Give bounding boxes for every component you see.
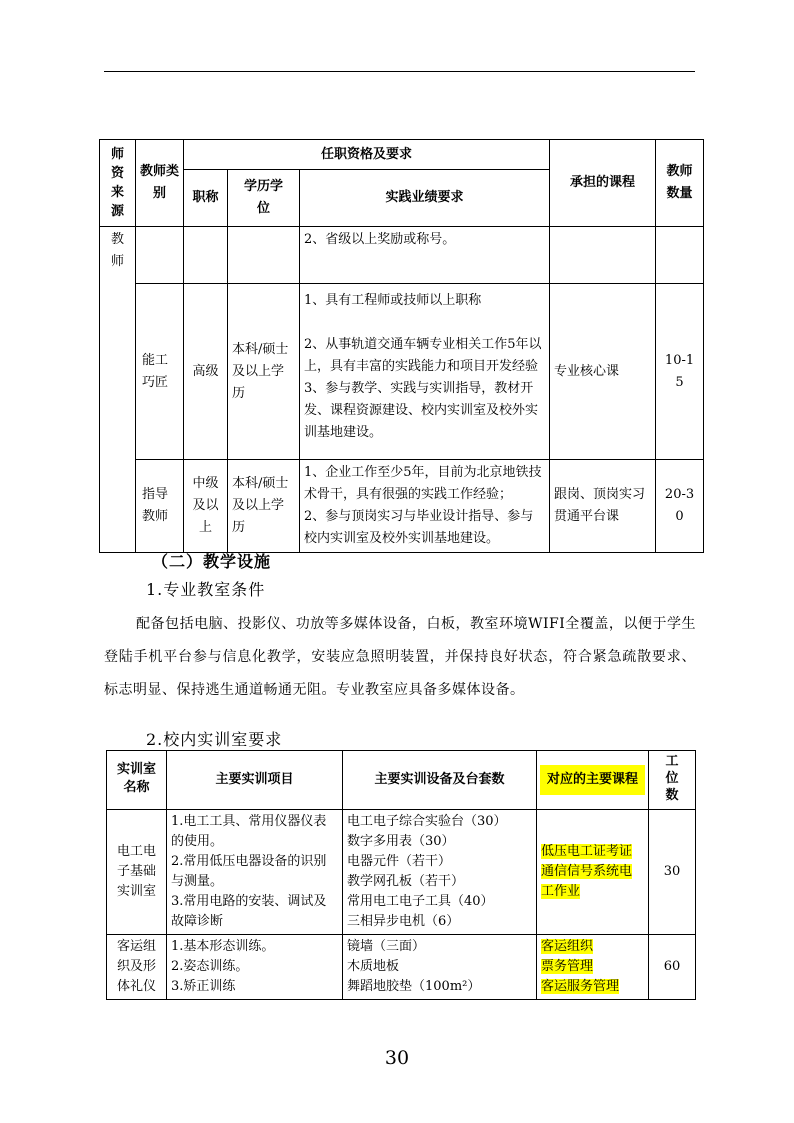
lab2-projects [167,935,343,1000]
row2-count-text: 10-15 [664,352,695,390]
lab-header-name-text: 实训室名称 [116,762,156,795]
header-count-text: 教师数量 [666,164,693,201]
header-source [100,140,136,227]
row2-practice [300,284,550,460]
header-rule [104,71,695,72]
row3-category [136,460,184,553]
lab-header-equipment: 主要实训设备及台套数 [343,751,537,810]
lab1-equipment [343,810,537,935]
lab-header-courses [537,751,649,810]
lab2-equipment-3: 舞蹈地胶垫（100m²） [347,979,481,994]
classroom-paragraph [104,608,696,707]
lab1-equipment-2: 数字多用表（30） [347,834,455,849]
lab1-course-1: 低压电工证考证 [541,844,633,859]
teacher-requirements-table [99,139,704,553]
row2-category-text: 能工巧匠 [142,352,169,390]
lab2-stations: 60 [649,935,696,1000]
row2-courses: 专业核心课 [550,284,656,460]
lab1-projects [167,810,343,935]
lab1-equipment-5: 常用电工电子工具（40） [347,894,494,909]
lab2-name [107,935,167,1000]
row3-category-text: 指导教师 [142,487,169,524]
lab1-course-2: 通信信号系统电工作业 [541,864,633,899]
lab2-equipment-2: 木质地板 [347,959,400,974]
header-courses: 承担的课程 [550,140,656,227]
header-education [228,170,300,227]
header-practice: 实践业绩要求 [300,170,550,227]
row2-practice-line-2: 2、从事轨道交通车辆专业相关工作5年以上，具有丰富的实践能力和项目开发经验 [304,337,542,374]
row1-category [136,227,184,284]
row2-title: 高级 [184,284,228,460]
lab1-project-2: 2.常用低压电器设备的识别与测量。 [171,854,327,889]
row1-education [228,227,300,284]
row1-practice [300,227,550,284]
lab1-project-1: 1.电工工具、常用仪器仪表的使用。 [171,814,327,849]
lab1-name-text: 电工电子基础实训室 [116,844,156,899]
lab2-name-text: 客运组织及形体礼仪 [116,939,156,994]
lab2-equipment [343,935,537,1000]
classroom-paragraph-text: 配备包括电脑、投影仪、功放等多媒体设备，白板，教室环境WIFI全覆盖，以便于学生登陆手机平台参与信息化教学，安装应急照明装置，并保持良好状态，符合紧急疏散要求、标志明显、保持逃生通道畅通无阻。专业教室应具备多媒体设备。 [104,616,696,698]
lab2-course-3: 客运服务管理 [541,979,620,994]
lab2-equipment-1: 镜墙（三面） [347,939,426,954]
lab-header-stations [649,751,696,810]
row2-education: 本科/硕士及以上学历 [228,284,300,460]
lab-header-projects: 主要实训项目 [167,751,343,810]
header-title: 职称 [184,170,228,227]
lab2-course-1: 客运组织 [541,939,594,954]
lab2-project-1: 1.基本形态训练。 [171,939,275,954]
row3-count [656,460,704,553]
row3-title-text: 中级及以上 [192,476,219,535]
row3-practice [300,460,550,553]
lab-header-stations-text: 工位数 [665,754,679,803]
row1-practice-line: 2、省级以上奖励或称号。 [304,232,456,247]
lab2-project-2: 2.姿态训练。 [171,959,249,974]
row2-category [136,284,184,460]
lab1-equipment-4: 教学网孔板（若干） [347,874,465,889]
lab1-equipment-3: 电器元件（若干） [347,854,452,869]
lab1-courses [537,810,649,935]
row2-practice-line-1: 1、具有工程师或技师以上职称 [304,293,482,308]
lab2-courses [537,935,649,1000]
row1-title [184,227,228,284]
lab1-name [107,810,167,935]
lab1-equipment-1: 电工电子综合实验台（30） [347,814,507,829]
row3-practice-line-2: 2、参与顶岗实习与毕业设计指导、参与校内实训室及校外实训基地建设。 [304,509,534,546]
header-qualification-group: 任职资格及要求 [184,140,550,170]
lab1-stations: 30 [649,810,696,935]
subsection-labs: 2.校内实训室要求 [146,730,283,749]
subsection-classroom: 1.专业教室条件 [146,580,266,599]
lab-header-courses-text: 对应的主要课程 [540,765,645,795]
page-number: 30 [384,1047,410,1069]
source-cell-text: 教师 [110,232,124,269]
row3-count-text: 20-30 [664,487,695,524]
row2-practice-line-3: 3、参与教学、实践与实训指导，教材开发、课程资源建设、校内实训室及校外实训基地建设。 [304,381,539,440]
row1-courses [550,227,656,284]
header-category: 教师类别 [136,140,184,227]
lab-header-name [107,751,167,810]
lab2-project-3: 3.矫正训练 [171,979,236,994]
header-source-text: 师资来源 [110,147,124,219]
lab2-course-2: 票务管理 [541,959,594,974]
row3-practice-line-1: 1、企业工作至少5年，目前为北京地铁技术骨干，具有很强的实践工作经验； [304,465,542,502]
lab-requirements-table [106,750,696,1000]
header-education-text: 学历学位 [243,179,283,216]
row3-education: 本科/硕士及以上学历 [228,460,300,553]
header-count [656,140,704,227]
source-cell [100,227,136,553]
row1-count [656,227,704,284]
lab1-equipment-6: 三相异步电机（6） [347,914,460,929]
section-heading: （二）教学设施 [152,552,272,571]
row3-title [184,460,228,553]
row2-count [656,284,704,460]
lab1-project-3: 3.常用电路的安装、调试及故障诊断 [171,894,327,929]
row3-courses: 跟岗、顶岗实习贯通平台课 [550,460,656,553]
